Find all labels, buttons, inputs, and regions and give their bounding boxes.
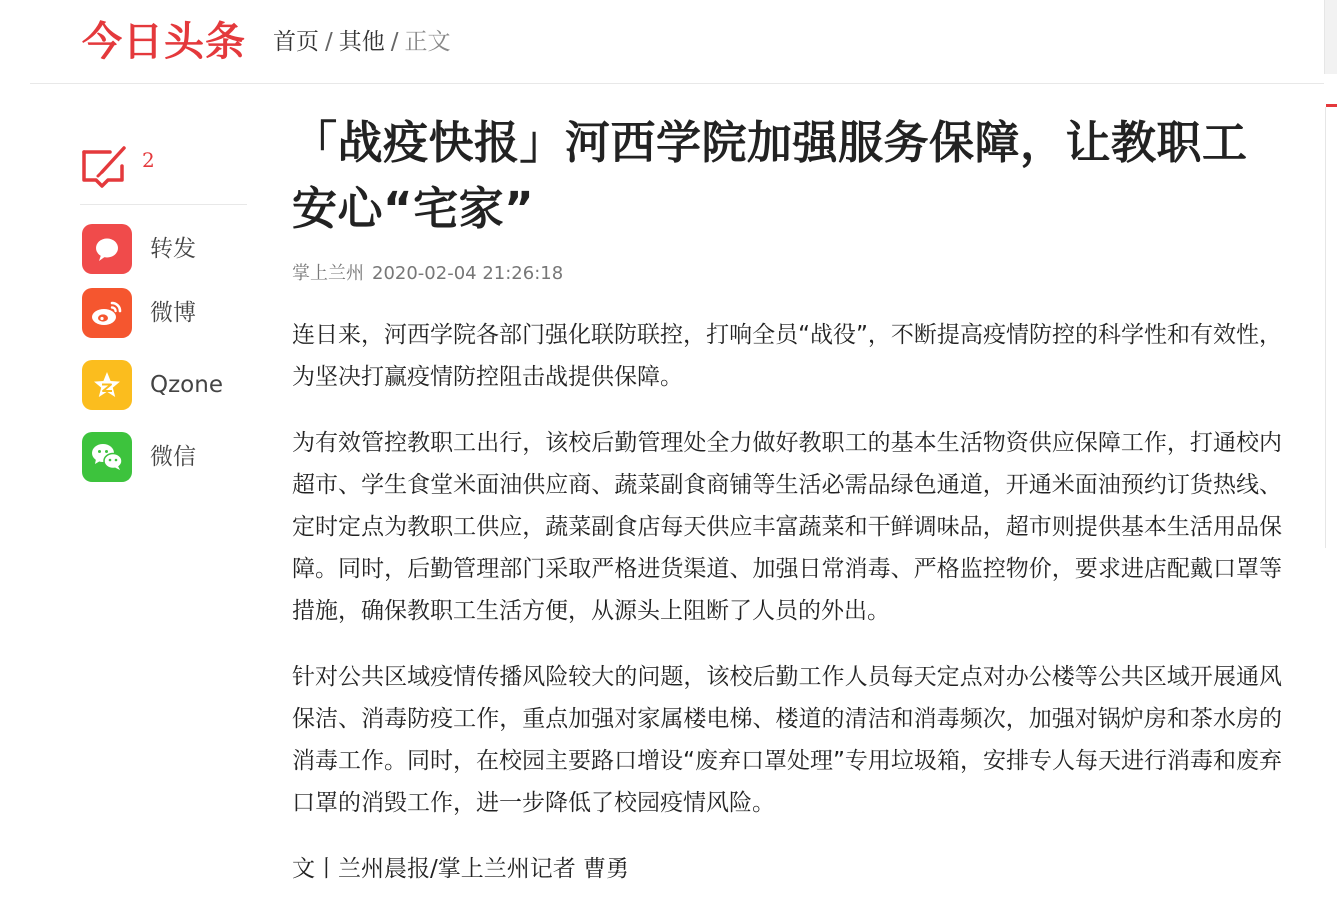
breadcrumb-category-link[interactable]: 其他	[338, 29, 385, 55]
top-header	[0, 0, 1337, 84]
breadcrumb	[273, 26, 451, 58]
share-weibo-label: 微博	[150, 300, 196, 326]
breadcrumb-current: 正文	[404, 29, 451, 55]
share-weibo-button[interactable]	[80, 288, 250, 340]
chat-bubble-icon	[82, 224, 132, 274]
comment-edit-icon	[80, 140, 128, 188]
qzone-star-icon	[82, 360, 132, 410]
right-edge-panel	[1324, 0, 1337, 918]
wechat-icon	[82, 432, 132, 482]
breadcrumb-separator: /	[390, 29, 399, 55]
share-qzone-button[interactable]	[80, 360, 250, 412]
breadcrumb-home-link[interactable]: 首页	[273, 29, 319, 55]
share-forward-button[interactable]	[80, 224, 250, 276]
right-edge-top	[1324, 0, 1337, 74]
article	[292, 110, 1282, 890]
header-divider	[30, 83, 1324, 84]
share-forward-label: 转发	[150, 236, 196, 262]
sidebar-divider	[80, 204, 247, 205]
article-datetime: 2020-02-04 21:26:18	[372, 263, 564, 284]
comment-button[interactable]	[80, 134, 250, 190]
article-title: 「战疫快报」河西学院加强服务保障，让教职工安心“宅家”	[292, 116, 1248, 235]
article-paragraph: 针对公共区域疫情传播风险较大的问题，该校后勤工作人员每天定点对办公楼等公共区域开展通风保洁、消毒防疫工作，重点加强对家属楼电梯、楼道的清洁和消毒频次，加强对锅炉房和茶水房的消毒工作。同时，在校园主要路口增设“废弃口罩处理”专用垃圾箱，安排专人每天进行消毒和废弃口罩的消毁工作，进一步降低了校园疫情风险。	[292, 664, 1282, 816]
breadcrumb-separator: /	[325, 29, 333, 55]
article-paragraph: 连日来，河西学院各部门强化联防联控，打响全员“战役”，不断提高疫情防控的科学性和有效性，为坚决打赢疫情防控阻击战提供保障。	[292, 322, 1282, 390]
article-body	[292, 314, 1282, 890]
article-paragraph: 为有效管控教职工出行，该校后勤管理处全力做好教职工的基本生活物资供应保障工作，打通校内超市、学生食堂米面油供应商、蔬菜副食商铺等生活必需品绿色通道，开通米面油预约订货热线、定时定点为教职工供应，蔬菜副食店每天供应丰富蔬菜和干鲜调味品，超市则提供基本生活用品保障。同时，后勤管理部门采取严格进货渠道、加强日常消毒、严格监控物价，要求进店配戴口罩等措施，确保教职工生活方便，从源头上阻断了人员的外出。	[292, 430, 1282, 624]
article-byline: 文丨兰州晨报/掌上兰州记者 曹勇	[292, 856, 630, 882]
share-wechat-button[interactable]	[80, 432, 250, 484]
right-edge-accent	[1326, 104, 1337, 107]
share-qzone-label: Qzone	[150, 372, 223, 398]
right-edge-line	[1325, 107, 1326, 548]
weibo-icon	[82, 288, 132, 338]
article-source[interactable]: 掌上兰州	[292, 263, 364, 284]
comment-count: 2	[142, 148, 155, 172]
article-meta	[292, 262, 1282, 286]
share-wechat-label: 微信	[150, 444, 196, 470]
toutiao-logo[interactable]: 今日头条	[82, 19, 246, 65]
